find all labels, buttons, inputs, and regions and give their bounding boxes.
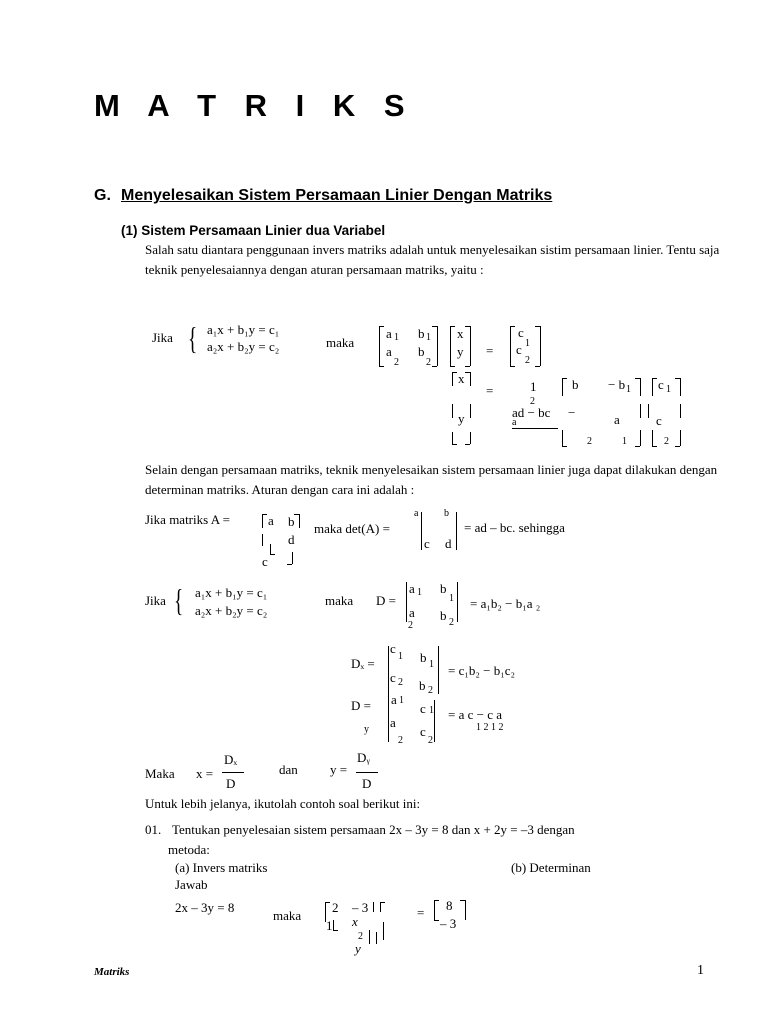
maka-label: maka (326, 335, 355, 350)
subsection-title: (1) Sistem Persamaan Linier dua Variabel (121, 223, 386, 238)
system-line-1: a₁x + b₁y = c₁ (207, 322, 280, 337)
determinant-paragraph: Selain dengan persamaan matriks, teknik menyelesaikan sistem persamaan linier juga dapat dilakukan dengan determinan matriks. Aturan dengan cara ini adalah : (145, 462, 718, 497)
intro-paragraph: Salah satu diantara penggunaan invers matriks adalah untuk menyelesaikan sistim persamaan linier. Tentu saja teknik penyelesaiannya dengan aturan persamaan matriks, yaitu : (145, 242, 720, 277)
example-intro: Untuk lebih jelanya, ikutolah contoh soal berikut ini: (145, 796, 421, 811)
page-title: M A T R I K S (94, 88, 415, 123)
page-number: 1 (697, 963, 704, 978)
jika-label: Jika (152, 330, 173, 345)
fraction-denominator: ad − bc (512, 405, 551, 420)
section-number: G. (94, 187, 111, 204)
fraction-numerator: 1 (530, 379, 537, 394)
system-line-2: a₂x + b₂y = c₂ (207, 339, 280, 354)
left-brace: { (188, 320, 198, 356)
footer-title: Matriks (94, 966, 130, 978)
section-title: Menyelesaikan Sistem Persamaan Linier Dengan Matriks (121, 187, 553, 204)
